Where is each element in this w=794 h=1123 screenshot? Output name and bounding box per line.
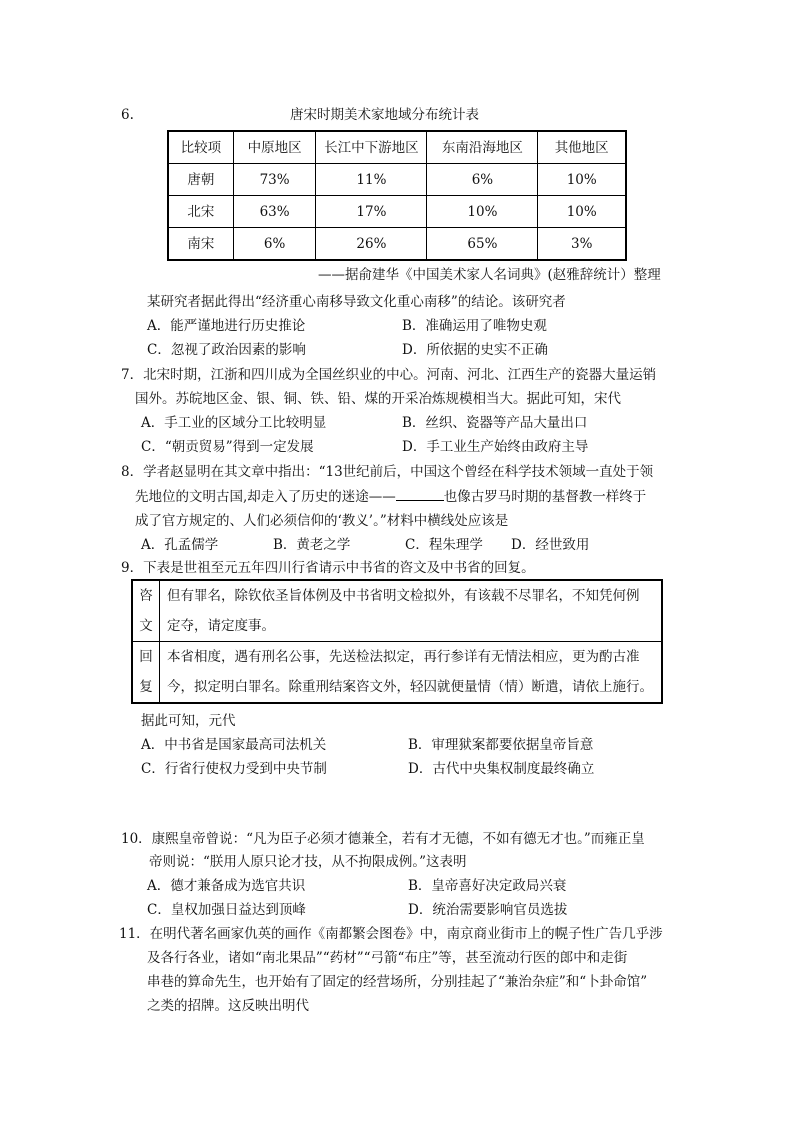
option-b[interactable]: B．审理狱案都要依据皇帝旨意: [408, 737, 594, 753]
row-text: [160, 580, 663, 642]
table-cell: 南宋: [168, 228, 233, 261]
table-cell: 65%: [427, 228, 538, 261]
answer-blank: [396, 486, 444, 501]
row-text: [160, 642, 663, 704]
question-8-line: 成了官方规定的、人们必须信仰的‘教义’。”材料中横线处应该是: [135, 513, 509, 529]
question-10-line: 10．康熙皇帝曾说：“凡为臣子必须才德兼全，若有才无德，不如有德无才也。”而雍正皇: [121, 831, 645, 847]
table-row: [132, 580, 662, 642]
table-row: [168, 228, 626, 261]
document-table: [131, 579, 663, 704]
option-d[interactable]: D．手工业生产始终由政府主导: [402, 439, 589, 455]
row-label-char: 回: [139, 649, 153, 665]
question-8-line-with-blank: [135, 485, 646, 509]
table-source: ——据俞建华《中国美术家人名词典》(赵雅辞统计）整理: [318, 267, 661, 283]
question-11-line: 串巷的算命先生，也开始有了固定的经营场所，分别挂起了“兼治杂症”和“卜卦命馆”: [147, 974, 648, 990]
question-11-line: 11．在明代著名画家仇英的画作《南都繁会图卷》中，南京商业街市上的幌子性广告几乎涉: [119, 926, 663, 942]
row-label-char: 复: [139, 679, 153, 695]
option-a[interactable]: A．中书省是国家最高司法机关: [141, 737, 327, 753]
row-label: [132, 642, 160, 704]
table-header-cell: 长江中下游地区: [316, 131, 427, 164]
table-cell: 10%: [427, 196, 538, 228]
option-a[interactable]: A．孔孟儒学: [141, 537, 219, 553]
table-title: 唐宋时期美术家地域分布统计表: [290, 107, 479, 123]
option-a[interactable]: A．德才兼备成为选官共识: [147, 878, 306, 894]
table-cell: 10%: [538, 164, 626, 196]
row-text-line: 本省相度，遇有刑名公事，先送检法拟定，再行参详有无情法相应，更为酌古准: [167, 649, 640, 665]
table-cell: 11%: [316, 164, 427, 196]
table-header-row: [168, 131, 626, 164]
question-8-text: 也像古罗马时期的基督教一样终于: [443, 489, 647, 505]
question-6-stem: 某研究者据此得出“经济重心南移导致文化重心南移”的结论。该研究者: [147, 294, 566, 310]
option-c[interactable]: C．行省行使权力受到中央节制: [141, 761, 327, 777]
table-cell: 26%: [316, 228, 427, 261]
option-d[interactable]: D．所依据的史实不正确: [402, 342, 548, 358]
table-row: [132, 642, 662, 704]
table-cell: 10%: [538, 196, 626, 228]
table-header-cell: 中原地区: [233, 131, 316, 164]
question-7-line: 7．北宋时期，江浙和四川成为全国丝织业的中心。河南、河北、江西生产的瓷器大量运销: [121, 367, 657, 383]
option-b[interactable]: B．准确运用了唯物史观: [402, 318, 547, 334]
question-8-text: 先地位的文明古国,却走入了历史的迷途——: [135, 489, 396, 505]
question-8-line: 8．学者赵显明在其文章中指出：“13世纪前后，中国这个曾经在科学技术领域一直处于领: [121, 464, 654, 480]
option-b[interactable]: B．丝织、瓷器等产品大量出口: [402, 415, 588, 431]
option-c[interactable]: C．皇权加强日益达到顶峰: [147, 902, 306, 918]
table-cell: 唐朝: [168, 164, 233, 196]
option-c[interactable]: C．忽视了政治因素的影响: [147, 342, 306, 358]
option-b[interactable]: B．皇帝喜好决定政局兴衰: [408, 878, 567, 894]
question-9-line: 9．下表是世祖至元五年四川行省请示中书省的咨文及中书省的回复。: [121, 560, 535, 576]
question-9-stem: 据此可知，元代: [141, 713, 236, 729]
table-cell: 73%: [233, 164, 316, 196]
question-6-number: 6.: [121, 107, 134, 123]
table-cell: 3%: [538, 228, 626, 261]
option-a[interactable]: A．手工业的区域分工比较明显: [141, 415, 327, 431]
row-text-line: 今，拟定明白罪名。除重刑结案咨文外，轻囚就便量情（情）断遣，请依上施行。: [167, 679, 653, 695]
artist-distribution-table: [167, 130, 627, 261]
table-row: [168, 196, 626, 228]
row-label: [132, 580, 160, 642]
table-cell: 6%: [233, 228, 316, 261]
row-text-line: 但有罪名，除钦依圣旨体例及中书省明文检拟外，有该载不尽罪名，不知凭何例: [167, 588, 640, 604]
option-b[interactable]: B．黄老之学: [273, 537, 351, 553]
question-11-line: 之类的招牌。这反映出明代: [147, 998, 309, 1014]
option-c[interactable]: C．程朱理学: [405, 537, 483, 553]
option-d[interactable]: D．古代中央集权制度最终确立: [408, 761, 595, 777]
table-cell: 17%: [316, 196, 427, 228]
table-row: [168, 164, 626, 196]
table-cell: 6%: [427, 164, 538, 196]
table-cell: 63%: [233, 196, 316, 228]
question-7-line: 国外。苏皖地区金、银、铜、铁、铅、煤的开采冶炼规模相当大。据此可知，宋代: [135, 391, 621, 407]
table-header-cell: 其他地区: [538, 131, 626, 164]
question-10-line: 帝则说：“朕用人原只论才技，从不拘限成例。”这表明: [149, 854, 467, 870]
option-d[interactable]: D．经世致用: [511, 537, 590, 553]
question-11-line: 及各行各业，诸如“南北果品”“药材”“弓箭“布庄”等，甚至流动行医的郎中和走街: [147, 950, 628, 966]
option-d[interactable]: D．统治需要影响官员选拔: [408, 902, 568, 918]
table-cell: 北宋: [168, 196, 233, 228]
row-label-char: 文: [139, 618, 153, 634]
option-a[interactable]: A．能严谨地进行历史推论: [147, 318, 306, 334]
row-text-line: 定夺，请定度事。: [167, 618, 275, 634]
option-c[interactable]: C．“朝贡贸易”得到一定发展: [141, 439, 314, 455]
table-header-cell: 东南沿海地区: [427, 131, 538, 164]
table-header-cell: 比较项: [168, 131, 233, 164]
row-label-char: 咨: [139, 588, 153, 604]
